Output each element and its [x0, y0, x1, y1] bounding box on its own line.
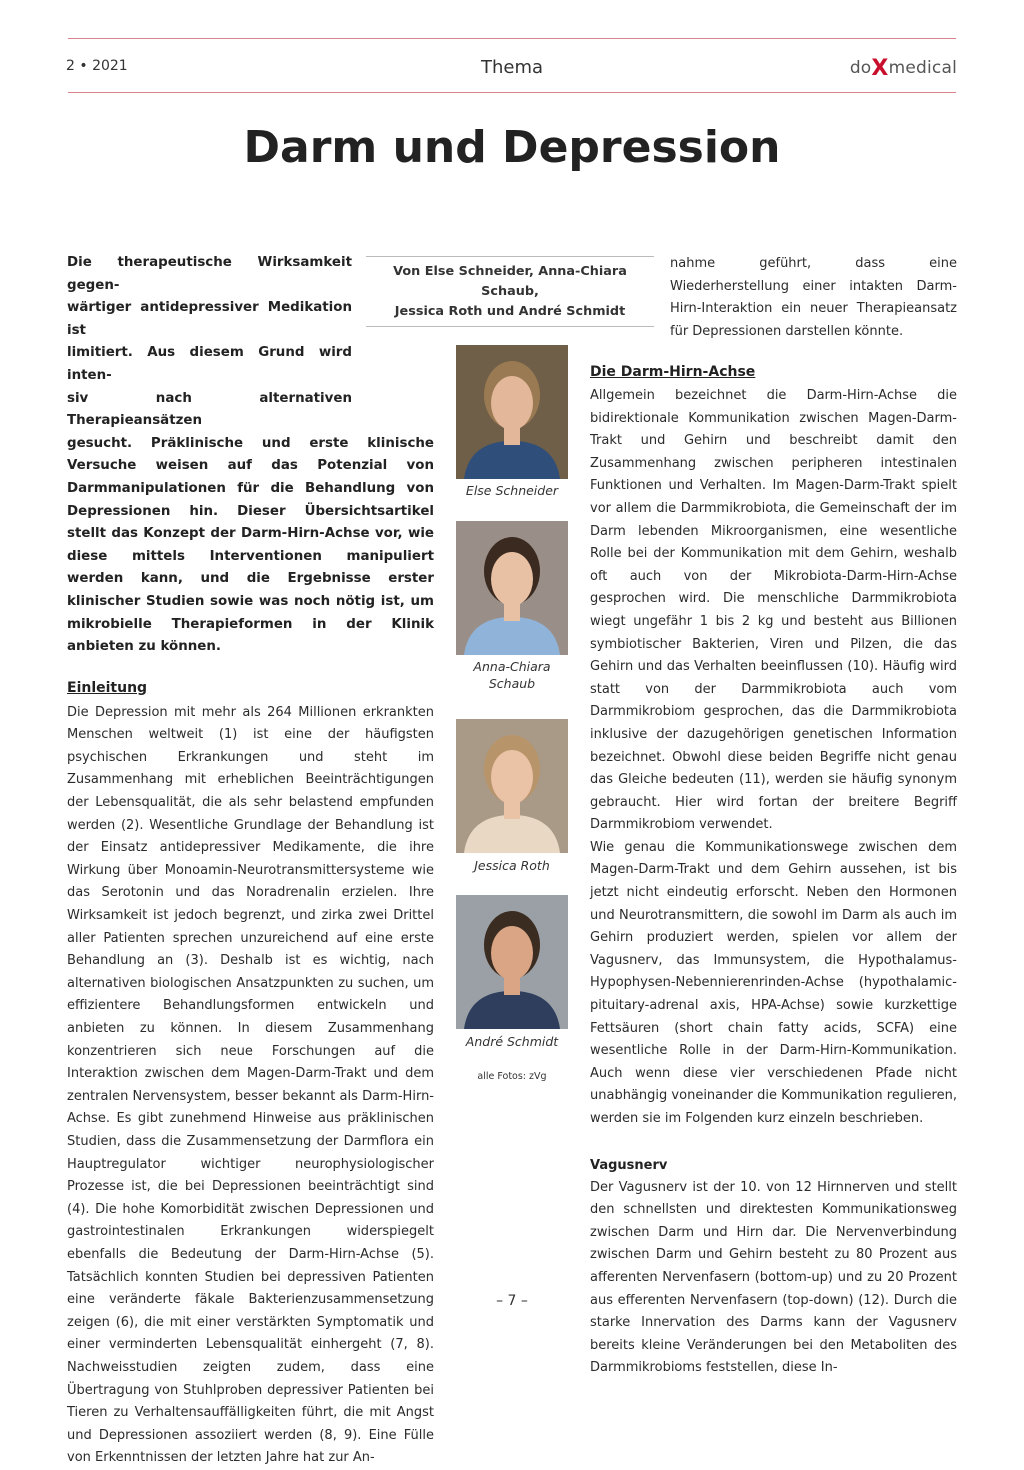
- logo-part-do: do: [849, 58, 872, 78]
- abstract-line: limitiert. Aus diesem Grund wird inten-: [67, 345, 352, 383]
- issue-number: 2 • 2021: [66, 58, 128, 74]
- column-left: [67, 252, 434, 1470]
- section-label: Thema: [480, 57, 544, 78]
- darm-hirn-paragraph: Allgemein bezeichnet die Darm-Hirn-Achse die bidirektionale Kommunikation zwischen Magen-Darm-Trakt und Gehirn und beschreibt damit den Zusammenhang zwischen peripheren intestinalen Funktionen und Verhalten. Im Magen-Darm-Trakt spielt vor allem die Darmmikrobiota, die Gemeinschaft der im Darm lebenden Mikroorganismen, eine wesentliche Rolle bei der Kommunikation mit dem Gehirn, weshalb oft auch von der Mikrobiota-Darm-Hirn-Achse gesprochen wird. Die menschliche Darmmikrobiota wiegt ungefähr 1 bis 2 kg und besteht aus Billionen symbiotischer Bakterien, Viren und Pilzen, die das Gehirn und das Verhalten beeinflussen (10). Häufig wird statt von der Darmmikrobiota auch vom Darmmikrobiom gesprochen, das die Darmmikrobiota inklusive der dazugehörigen genetischen Information bezeichnet. Obwohl diese beiden Begriffe nicht genau das Gleiche bedeuten (11), werden sie häufig synonym gebraucht. Hier wird fortan der breitere Begriff Darmmikrobiom verwendet.: [590, 388, 957, 833]
- photo-caption: Else Schneider: [465, 483, 559, 498]
- photo-credit: alle Fotos: zVg: [477, 1071, 547, 1082]
- portrait-face: [491, 750, 533, 804]
- heading-vagusnerv: Vagusnerv: [590, 1157, 668, 1173]
- portrait-face: [491, 926, 533, 980]
- abstract-line: wärtiger antidepressiver Medikation ist: [67, 300, 352, 338]
- heading-darm-hirn-achse: Die Darm-Hirn-Achse: [590, 364, 756, 380]
- portrait-image: [456, 521, 568, 655]
- author-photo: [456, 521, 568, 655]
- portrait-image: [456, 345, 568, 479]
- abstract-line: Die therapeutische Wirksamkeit gegen-: [67, 255, 352, 293]
- abstract-line: siv nach alternativen Therapieansätzen: [67, 390, 352, 429]
- heading-einleitung: Einleitung: [67, 679, 148, 696]
- portrait-image: [456, 719, 568, 853]
- photo-caption: Anna-Chiara Schaub: [473, 659, 551, 691]
- author-photo: [456, 895, 568, 1029]
- vagusnerv-text: Der Vagusnerv ist der 10. von 12 Hirnnerven und stellt den schnellsten und direktesten Kommunikationsweg zwischen Darm und Hirn dar. Die Nervenverbindung zwischen Darm und Gehirn besteht zu 80 Prozent aus afferenten Nervenfasern (bottom-up) und zu 20 Prozent aus efferenten Nervenfasern (top-down) (12). Durch die starke Innervation des Darms kann der Vagusnerv bereits kleine Veränderungen bei den Metaboliten des Darmmikrobioms feststellen, diese In-: [590, 1179, 957, 1376]
- logo-x-mark: X: [871, 56, 889, 81]
- logo-part-medical: medical: [888, 58, 957, 78]
- article-title: Darm und Depression: [243, 122, 781, 173]
- doxmedical-logo: [850, 54, 957, 79]
- column-right: [590, 364, 957, 1380]
- byline-line-2: Jessica Roth und André Schmidt: [394, 304, 626, 319]
- darm-hirn-paragraph: Wie genau die Kommunikationswege zwischen dem Magen-Darm-Trakt und dem Gehirn aussehen, ist bis jetzt nicht eindeutig erforscht. Neben den Hormonen und Neurotransmittern, die sowohl im Darm als auch im Gehirn produziert werden, spielen vor allem der Vagusnerv, das Immunsystem, die Hypothalamus-Hypophysen-Nebennierenrinden-Achse (hypothalamic-pituitary-adrenal axis, HPA-Achse) sowie kurzkettige Fettsäuren (short chain fatty acids, SCFA) eine wesentliche Rolle in der Darm-Hirn-Kommunikation. Auch wenn diese vier verschiedenen Pfade nicht unabhängig voneinander die Kommunikation regulieren, werden sie im Folgenden kurz einzeln beschrieben.: [590, 839, 957, 1126]
- page-number: – 7 –: [496, 1293, 528, 1309]
- abstract-rest: gesucht. Präklinische und erste klinische Versuche weisen auf das Potenzial von Darmmanipulationen für die Behandlung von Depressionen hin. Dieser Übersichtsartikel stellt das Konzept der Darm-Hirn-Achse vor, wie diese mittels Interventionen manipuliert werden kann, und die Ergebnisse erster klinischer Studien sowie was noch nötig ist, um mikrobielle Therapieformen in der Klinik anbieten zu können.: [67, 435, 434, 655]
- portrait-face: [491, 376, 533, 430]
- portrait-image: [456, 895, 568, 1029]
- header-rule-bottom: [68, 92, 956, 93]
- einleitung-text: Die Depression mit mehr als 264 Millionen erkrankten Menschen weltweit (1) ist eine der häufigsten psychischen Erkrankungen und steht im Zusammenhang mit erheblichen Beeinträchtigungen der Lebensqualität, die als sehr belastend empfunden werden (2). Wesentliche Grundlage der Behandlung ist der Einsatz antidepressiver Medikamente, die ihre Wirkung über Monoamin-Neurotransmittersysteme wie das Serotonin und das Noradrenalin erzielen. Ihre Wirksamkeit ist jedoch begrenzt, und zirka zwei Drittel aller Patienten sprechen unzureichend auf eine erste Behandlung an (3). Deshalb ist es wichtig, nach alternativen biologischen Ansatzpunkten zu suchen, um effizientere Behandlungsformen entwickeln und anbieten zu können. In diesem Zusammenhang konzentrieren sich neue Forschungen auf die Interaktion zwischen dem Magen-Darm-Trakt und dem zentralen Nervensystem, besser bekannt als Darm-Hirn-Achse. Es gibt zunehmend Hinweise aus präklinischen Studien, dass die Zusammensetzung der Darmflora ein Hauptregulator wichtiger neurophysiologischer Prozesse ist, die bei Depressionen beeinträchtigt sind (4). Die hohe Komorbidität zwischen Depressionen und gastrointestinalen Erkrankungen widerspiegelt ebenfalls die Bedeutung der Darm-Hirn-Achse (5). Tatsächlich konnten Studien bei depressiven Patienten eine veränderte fäkale Bakterienzusammensetzung zeigen (6), die mit einer verstärkten Symptomatik und einer verminderten Lebensqualität einhergeht (7, 8). Nachweisstudien zeigten zudem, dass eine Übertragung von Stuhlproben depressiver Patienten bei Tieren zu Verhaltensauffälligkeiten führt, die mit Angst und Depressionen assoziiert werden (8, 9). Eine Fülle von Erkenntnissen der letzten Jahre hat zur An-: [67, 704, 434, 1466]
- photo-caption: Jessica Roth: [474, 858, 550, 873]
- photo-caption: André Schmidt: [465, 1034, 559, 1049]
- column-right-continuation: nahme geführt, dass eine Wiederherstellung einer intakten Darm-Hirn-Interaktion ein neuer Therapieansatz für Depressionen darstellen könnte.: [670, 256, 957, 339]
- article-abstract: [67, 252, 434, 659]
- portrait-face: [491, 552, 533, 606]
- author-photo: [456, 345, 568, 479]
- byline-line-1: Von Else Schneider, Anna-Chiara Schaub,: [393, 264, 627, 299]
- author-photo: [456, 719, 568, 853]
- header-rule-top: [68, 38, 956, 39]
